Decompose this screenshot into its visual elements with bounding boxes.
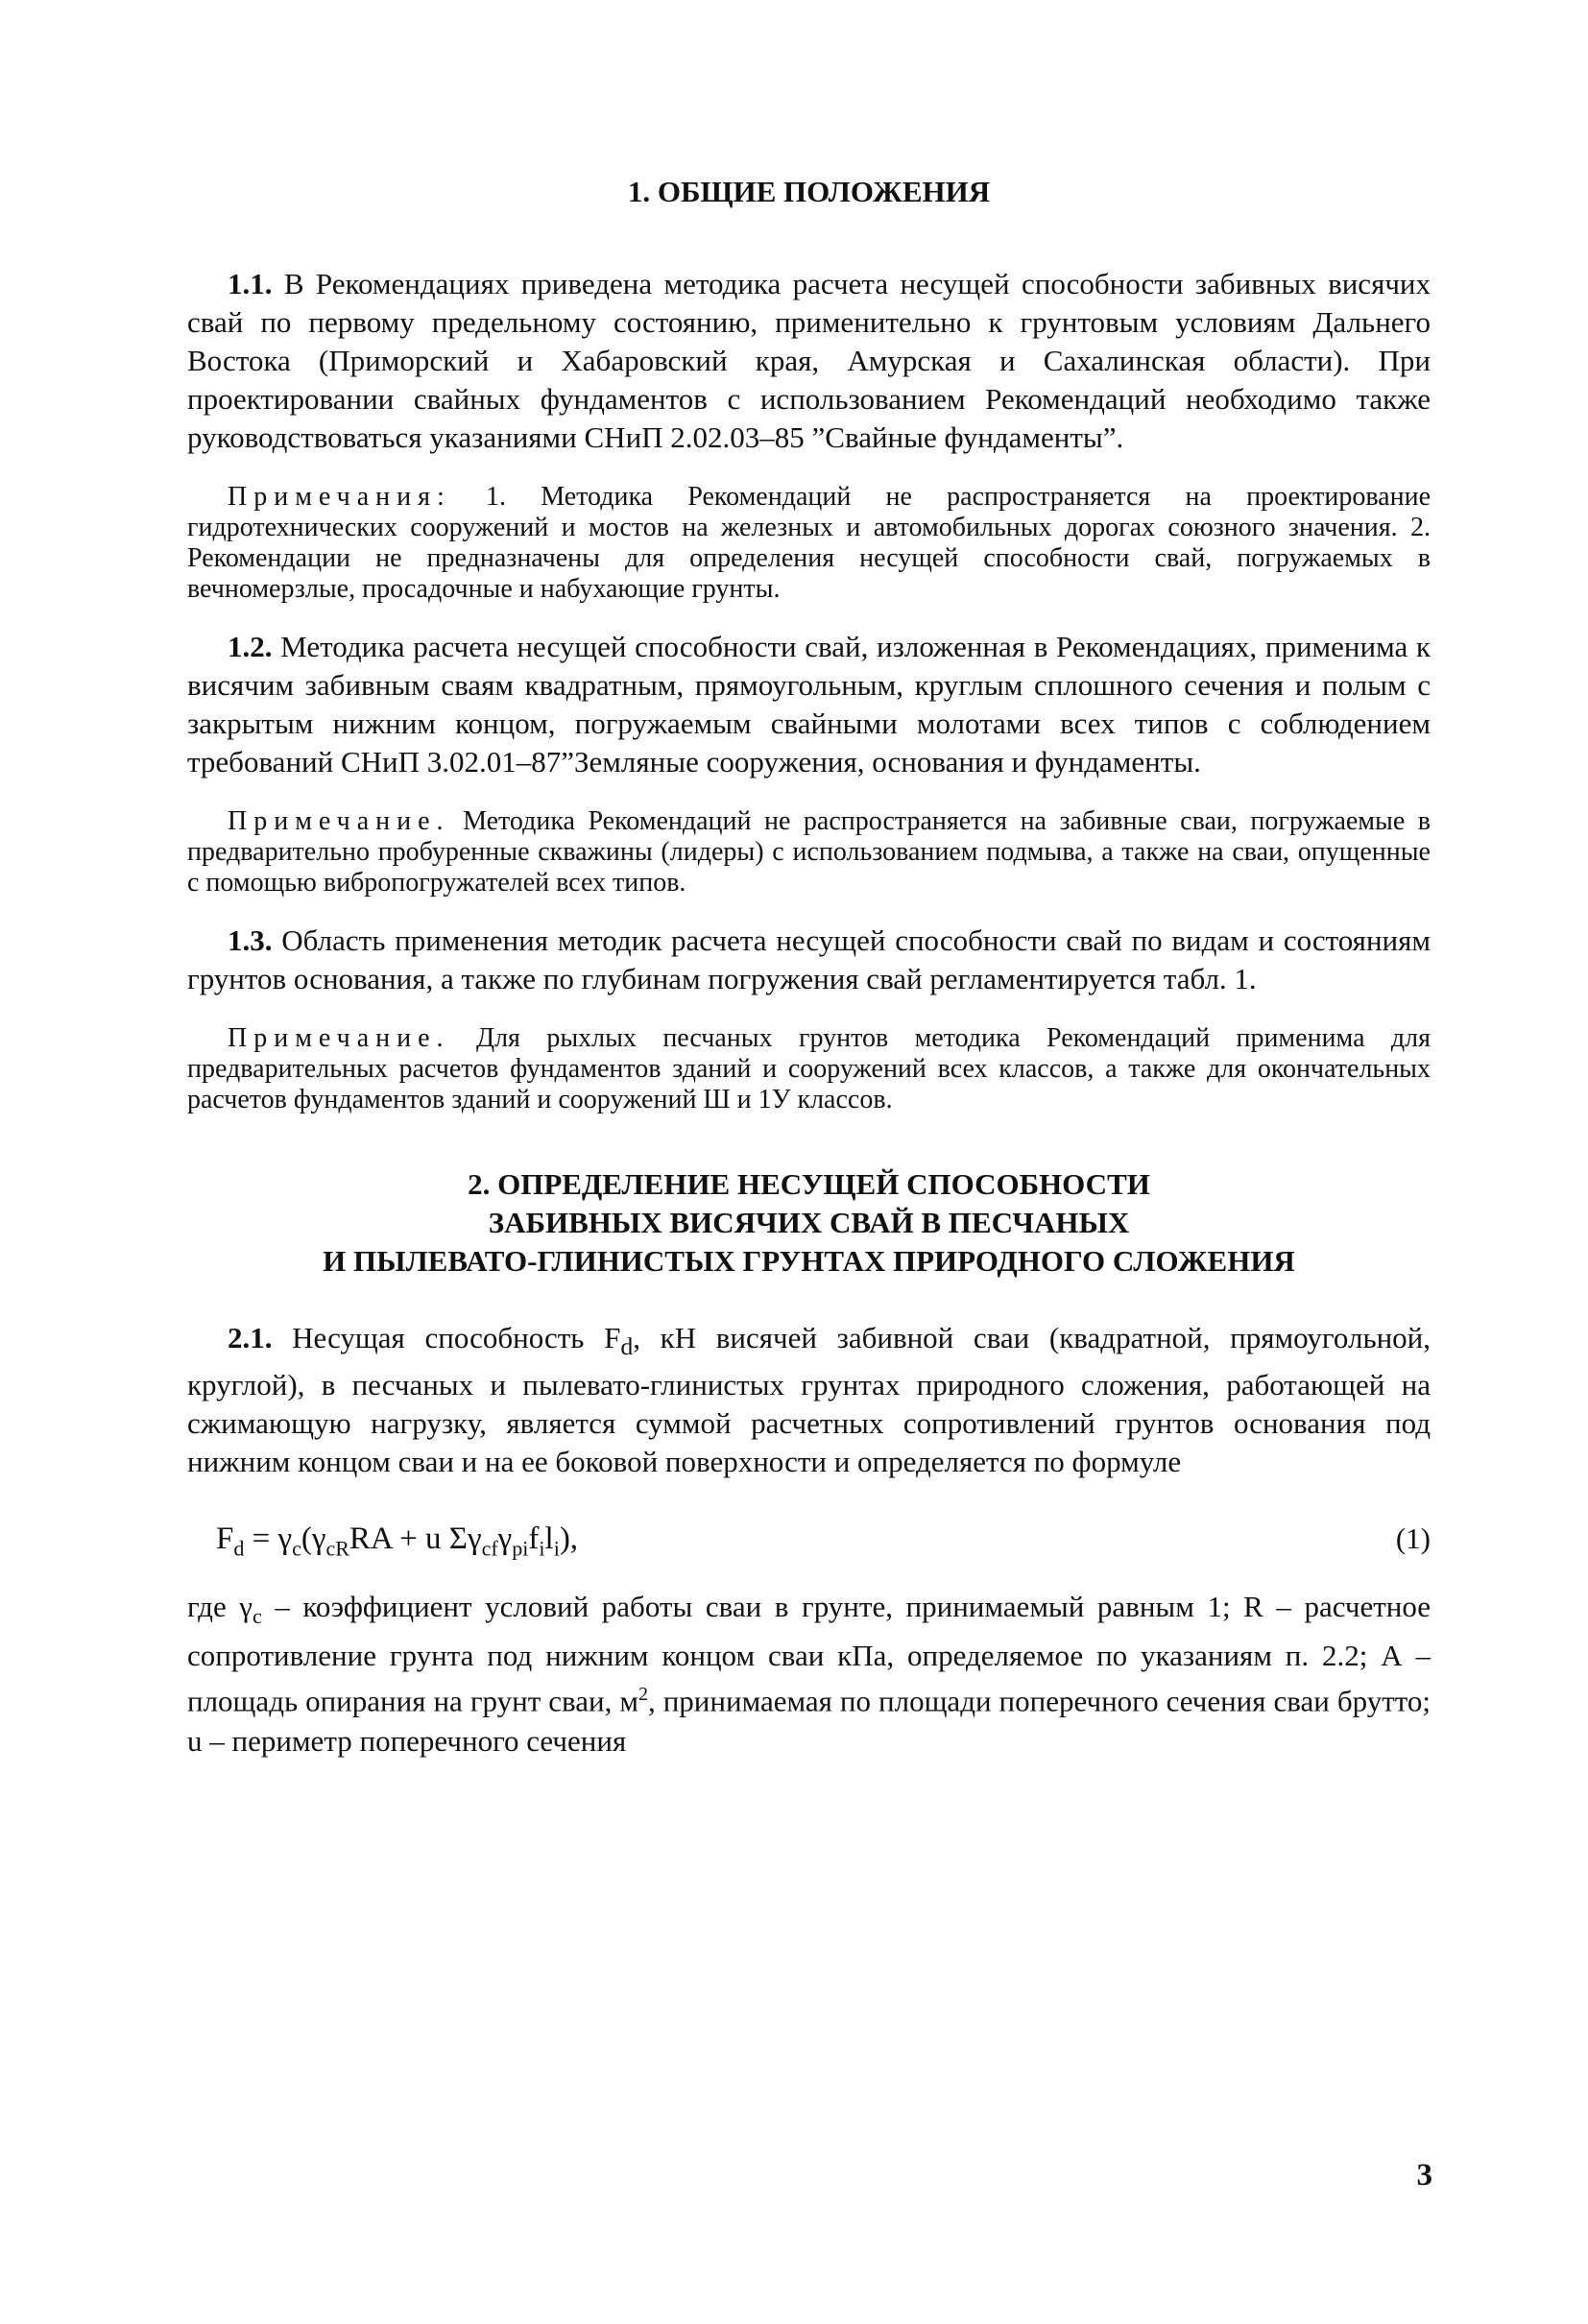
where-sub: c xyxy=(253,1604,262,1629)
note-1 xyxy=(187,482,1431,605)
where-gamma: γ xyxy=(239,1590,253,1624)
formula-part: γ xyxy=(277,1521,293,1557)
note-text: Методика Рекомендаций не распространяется на забивные сваи, погружаемые в предварительно пробуренные скважины (лидеры) с использованием подмыва, а также на сваи, опущенные с помощью вибропогружателей всех типов. xyxy=(187,806,1432,898)
formula-sub: i xyxy=(539,1536,545,1561)
paragraph-1-2 xyxy=(187,628,1431,781)
paragraph-1-3 xyxy=(187,922,1431,998)
note-label: Примечания: xyxy=(228,482,451,512)
paragraph-number: 1.3. xyxy=(228,923,273,957)
formula-part: f xyxy=(528,1521,540,1557)
formula-part: RA + u Σ xyxy=(349,1521,468,1557)
paragraph-1-1 xyxy=(187,265,1431,457)
formula-sub: i xyxy=(553,1536,560,1561)
paragraph-number: 2.1. xyxy=(228,1321,273,1354)
note-text: Для рыхлых песчаных грунтов методика Рекомендаций применима для предварительных расчетов фундаментов зданий и сооружений всех классов, а также для окончательных расчетов фундаментов зданий и сооружений Ш и 1У классов. xyxy=(187,1023,1431,1114)
formula-row xyxy=(187,1481,1431,1587)
formula-part: γ xyxy=(497,1521,513,1557)
section-2-title-line: И ПЫЛЕВАТО-ГЛИНИСТЫХ ГРУНТАХ ПРИРОДНОГО СЛОЖЕНИЯ xyxy=(323,1244,1295,1278)
formula-part: ), xyxy=(559,1521,579,1557)
paragraph-text: Методика расчета несущей способности свай, изложенная в Рекомендациях, применима к висячим забивным сваям квадратным, прямоугольным, круглым сплошного сечения и полым с закрытым нижним концом, погружаемым свайными молотами всех типов с соблюдением требований СНиП 3.02.01–87”Земляные сооружения, основания и фундаменты. xyxy=(187,630,1431,779)
paragraph-2-1 xyxy=(187,1319,1431,1481)
formula-part: F xyxy=(216,1521,234,1557)
formula-sub: pi xyxy=(512,1536,529,1561)
where-text: – коэффициент условий работы сваи в грунте, принимаемый равным 1; R – расчетное сопротивление грунта под нижним концом сваи кПа, определяемое по указаниям п. 2.2; А – площадь опирания на грунт сваи, м xyxy=(187,1590,1432,1718)
paragraph-text: В Рекомендациях приведена методика расчета несущей способности забивных висячих свай по первому предельному состоянию, применительно к грунтовым условиям Дальнего Востока (Приморский и Хабаровский края, Амурская и Сахалинская области). При проектировании свайных фундаментов с использованием Рекомендаций необходимо также руководствоваться указаниями СНиП 2.02.03–85 ”Свайные фундаменты”. xyxy=(187,267,1432,454)
paragraph-text-a: Несущая способность F xyxy=(292,1321,621,1354)
paragraph-text-b: , кН висячей забивной сваи (квадратной, прямоугольной, круглой), в песчаных и пылевато-глинистых грунтах природного сложения, работающей на сжимающую нагрузку, является суммой расчетных сопротивлений грунтов основания под нижним концом сваи и на ее боковой поверхности и определяется по формуле xyxy=(187,1321,1432,1479)
note-2 xyxy=(187,806,1431,898)
formula-1 xyxy=(216,1521,578,1562)
note-label: Примечание. xyxy=(228,1023,450,1053)
formula-part: γ xyxy=(467,1521,482,1557)
formula-part: γ xyxy=(311,1521,326,1557)
where-sup: 2 xyxy=(638,1684,648,1706)
note-text: 1. Методика Рекомендаций не распространяется на проектирование гидротехнических сооружений и мостов на железных и автомобильных дорогах союзного значения. 2. Рекомендации не предназначены для определения несущей способности свай, погружаемых в вечномерзлые, просадочные и набухающие грунты. xyxy=(187,482,1432,604)
formula-sub: cR xyxy=(325,1536,349,1561)
where-clause xyxy=(187,1587,1431,1761)
subscript: d xyxy=(620,1332,634,1361)
formula-sub: d xyxy=(233,1536,245,1561)
paragraph-number: 1.1. xyxy=(228,267,273,300)
page-number: 3 xyxy=(1416,2158,1432,2192)
formula-part: ( xyxy=(301,1521,312,1557)
document-page xyxy=(187,173,1431,1761)
section-2-title xyxy=(187,1165,1431,1281)
where-text: где xyxy=(187,1590,240,1624)
formula-part: l xyxy=(544,1521,554,1557)
formula-sub: cf xyxy=(481,1536,498,1561)
where-text: , принимаемая по площади поперечного сечения сваи брутто; u – периметр поперечного сечения xyxy=(187,1684,1432,1758)
note-3 xyxy=(187,1023,1431,1115)
formula-part: = xyxy=(244,1521,278,1557)
formula-sub: c xyxy=(292,1536,301,1561)
section-1-title: 1. ОБЩИЕ ПОЛОЖЕНИЯ xyxy=(627,175,991,208)
formula-number: (1) xyxy=(1395,1521,1431,1556)
section-2-title-line: ЗАБИВНЫХ ВИСЯЧИХ СВАЙ В ПЕСЧАНЫХ xyxy=(488,1206,1130,1239)
note-label: Примечание. xyxy=(228,806,450,836)
section-2-title-line: 2. ОПРЕДЕЛЕНИЕ НЕСУЩЕЙ СПОСОБНОСТИ xyxy=(468,1167,1150,1201)
paragraph-text: Область применения методик расчета несущей способности свай по видам и состояниям грунтов основания, а также по глубинам погружения свай регламентируется табл. 1. xyxy=(187,923,1431,995)
paragraph-number: 1.2. xyxy=(228,630,273,663)
